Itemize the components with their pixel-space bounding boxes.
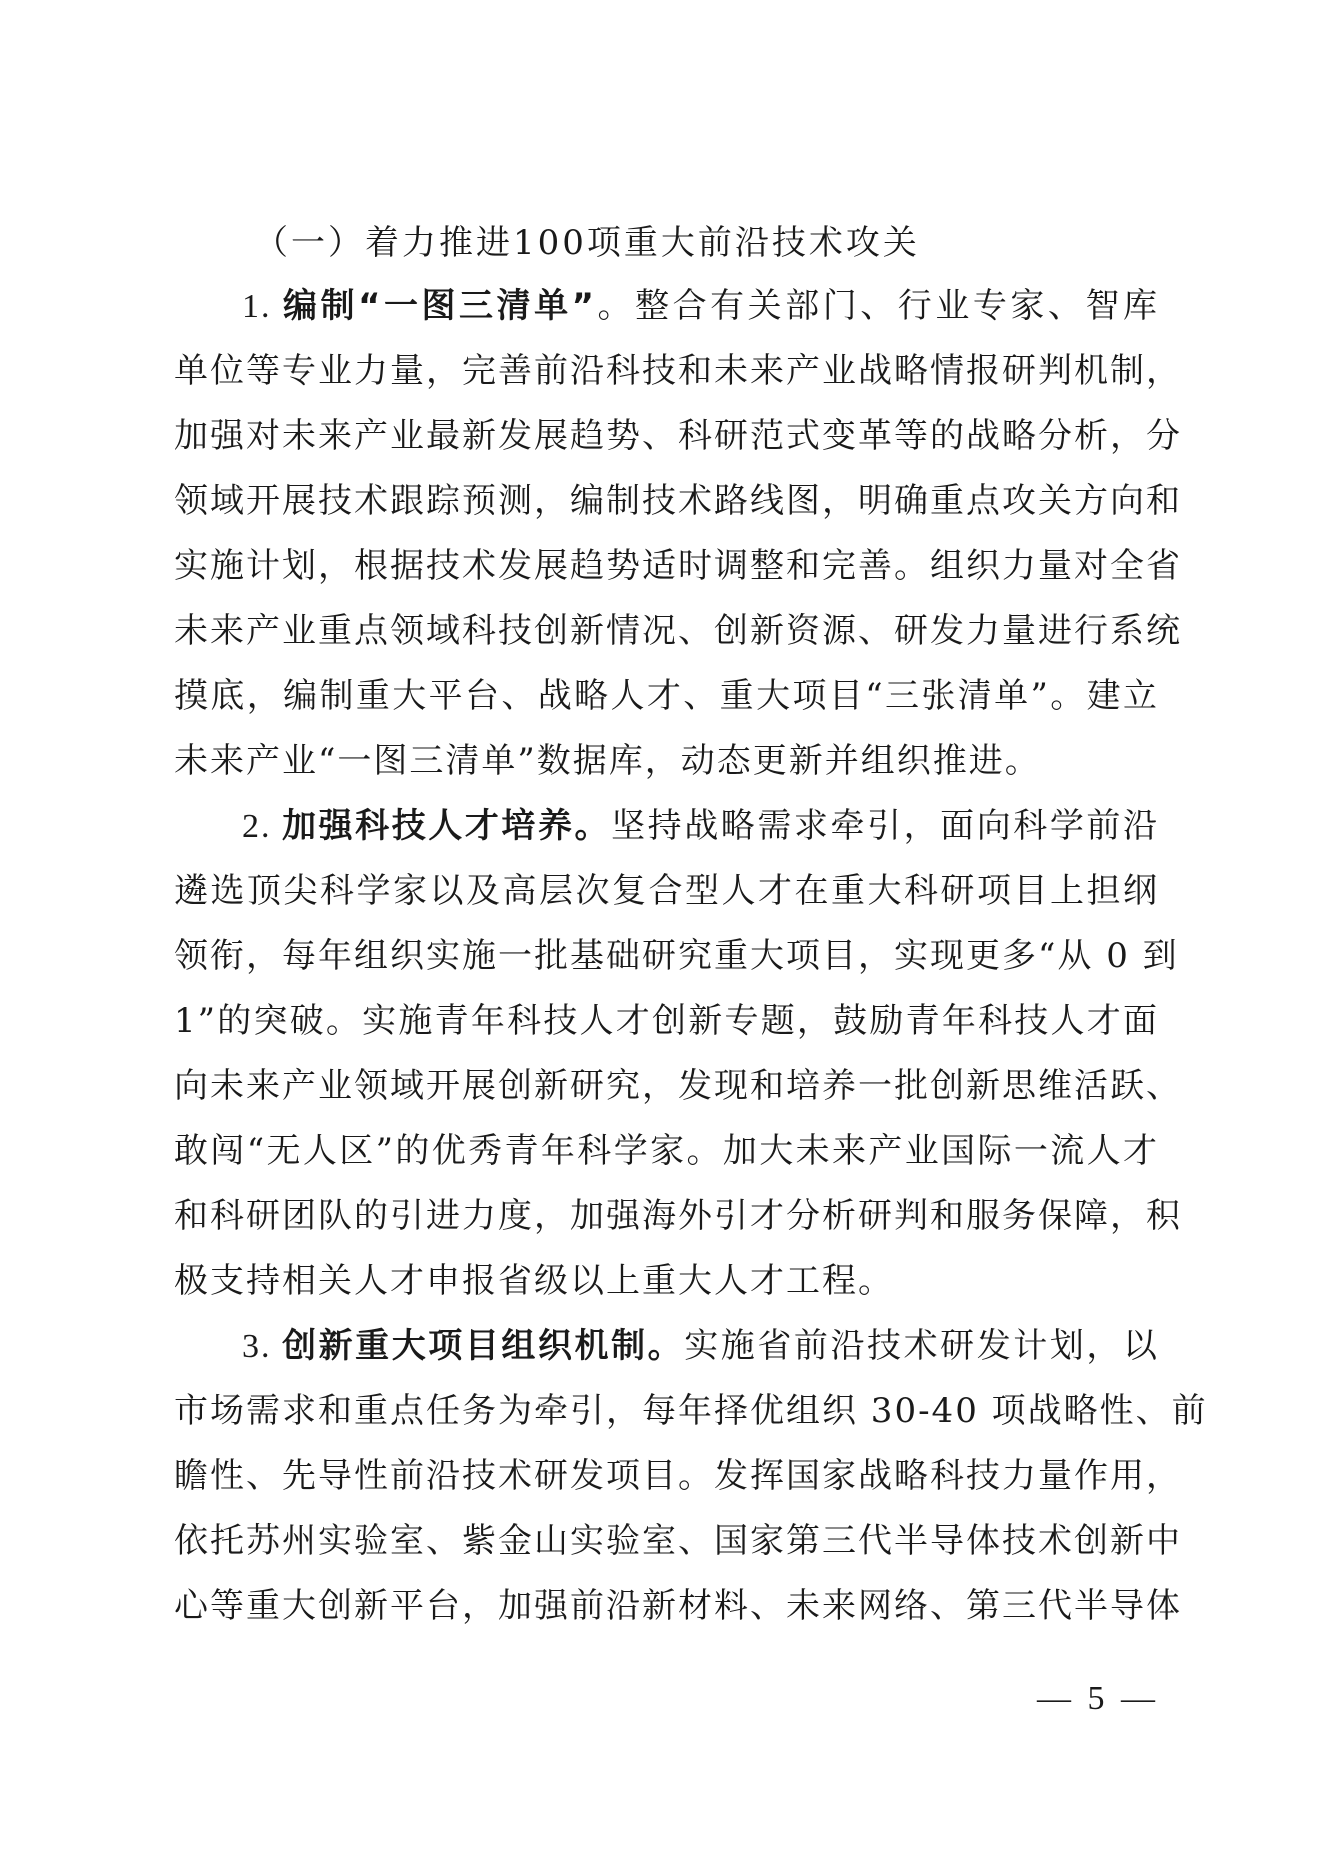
text-line	[174, 1379, 1208, 1444]
text-line	[174, 664, 1159, 729]
paragraph-1	[174, 274, 1182, 794]
line-text: 心等重大创新平台，加强前沿新材料、未来网络、第三代半导体	[174, 1586, 1182, 1626]
text-line	[174, 339, 1182, 404]
text-line	[174, 794, 1159, 859]
line-text: 实施计划，根据技术发展趋势适时调整和完善。组织力量对全省	[174, 546, 1182, 586]
item-title: 加强科技人才培养。	[281, 806, 612, 846]
line-text: 坚持战略需求牵引，面向科学前沿	[611, 806, 1159, 846]
line-text: 未来产业重点领域科技创新情况、创新资源、研发力量进行系统	[174, 611, 1182, 651]
text-line	[174, 1249, 1159, 1314]
text-line	[174, 729, 1159, 794]
page-number: — 5 —	[1037, 1680, 1159, 1717]
text-line	[174, 1444, 1182, 1509]
text-line	[174, 599, 1182, 664]
line-text: 向未来产业领域开展创新研究，发现和培养一批创新思维活跃、	[174, 1066, 1182, 1106]
text-line	[174, 1184, 1182, 1249]
line-text: 单位等专业力量，完善前沿科技和未来产业战略情报研判机制，	[174, 351, 1182, 391]
item-title: 编制“一图三清单”	[281, 286, 596, 326]
text-line	[174, 1314, 1159, 1379]
text-line	[174, 404, 1182, 469]
text-line	[174, 274, 1159, 339]
line-text: 敢闯“无人区”的优秀青年科学家。加大未来产业国际一流人才	[174, 1131, 1159, 1171]
line-text: 1”的突破。实施青年科技人才创新专题，鼓励青年科技人才面	[174, 1001, 1159, 1041]
line-text: 。整合有关部门、行业专家、智库	[596, 286, 1159, 326]
document-page	[174, 212, 1208, 1639]
line-text: 依托苏州实验室、紫金山实验室、国家第三代半导体技术创新中	[174, 1521, 1182, 1561]
line-text: 领衔，每年组织实施一批基础研究重大项目，实现更多“从 0 到	[174, 936, 1179, 976]
text-line	[174, 1054, 1182, 1119]
text-line	[174, 859, 1159, 924]
document-body	[174, 274, 1208, 1639]
text-line	[174, 469, 1182, 534]
line-text: 遴选顶尖科学家以及高层次复合型人才在重大科研项目上担纲	[174, 871, 1159, 911]
item-number: 2.	[242, 808, 272, 845]
line-text: 市场需求和重点任务为牵引，每年择优组织 30-40 项战略性、前	[174, 1391, 1208, 1431]
line-text: 领域开展技术跟踪预测，编制技术路线图，明确重点攻关方向和	[174, 481, 1182, 521]
text-line	[174, 534, 1182, 599]
item-number: 1.	[242, 288, 272, 325]
paragraph-2	[174, 794, 1182, 1314]
text-line	[174, 1574, 1182, 1639]
item-title: 创新重大项目组织机制。	[281, 1326, 685, 1366]
line-text: 未来产业“一图三清单”数据库，动态更新并组织推进。	[174, 741, 1041, 781]
line-text: 瞻性、先导性前沿技术研发项目。发挥国家战略科技力量作用，	[174, 1456, 1182, 1496]
line-text: 加强对未来产业最新发展趋势、科研范式变革等的战略分析，分	[174, 416, 1182, 456]
line-text: 摸底，编制重大平台、战略人才、重大项目“三张清单”。建立	[174, 676, 1159, 716]
item-number: 3.	[242, 1328, 272, 1365]
text-line	[174, 1509, 1182, 1574]
line-text: 实施省前沿技术研发计划，以	[684, 1326, 1159, 1366]
section-heading: （一）着力推进100项重大前沿技术攻关	[254, 223, 920, 263]
text-line	[174, 989, 1159, 1054]
text-line	[174, 924, 1179, 989]
line-text: 和科研团队的引进力度，加强海外引才分析研判和服务保障，积	[174, 1196, 1182, 1236]
paragraph-3	[174, 1314, 1208, 1639]
text-line	[174, 1119, 1159, 1184]
line-text: 极支持相关人才申报省级以上重大人才工程。	[174, 1261, 894, 1301]
